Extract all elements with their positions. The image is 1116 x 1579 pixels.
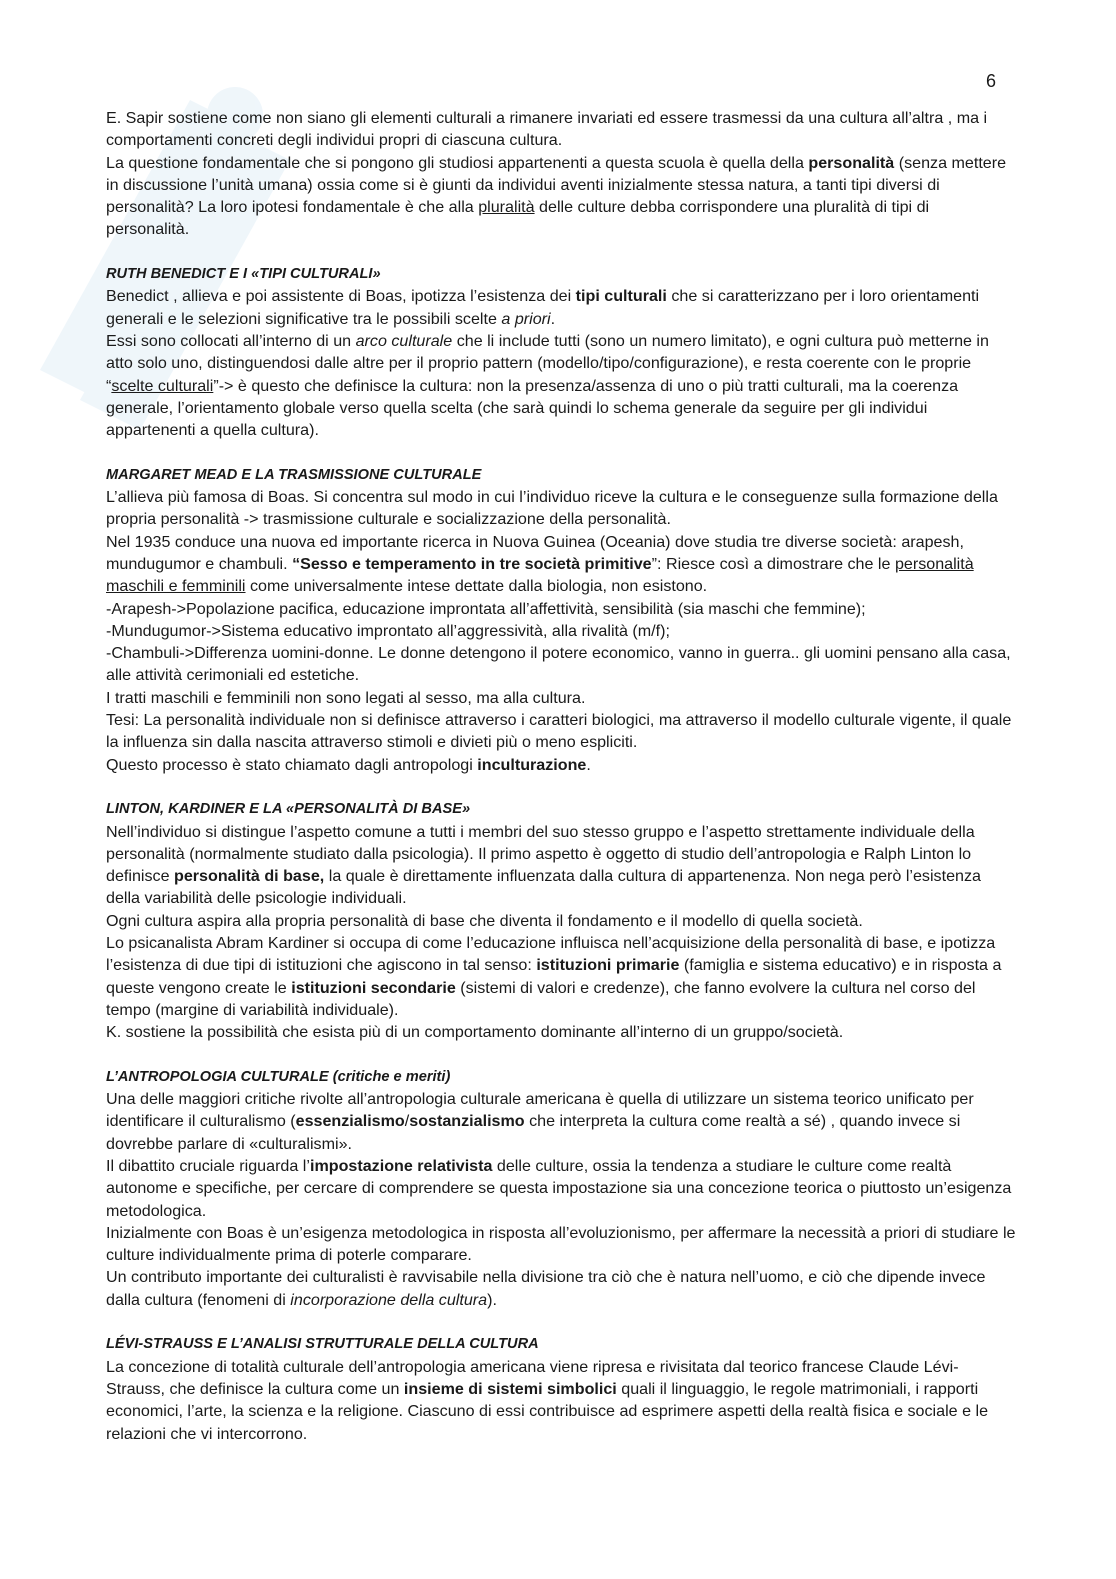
mead-paragraph-1: L’allieva più famosa di Boas. Si concentra sul modo in cui l’individuo riceve la cultura e le conseguenze sulla formazione della propria personalità -> trasmissione culturale e socializzazione della personalità. [106, 488, 998, 529]
antropologia-paragraph-1: Una delle maggiori critiche rivolte all’antropologia culturale americana è quella di utilizzare un sistema teorico unificato per identificare il culturalismo (essenzialismo/sostanzialismo che interpreta la cultura come realtà a sé) , quando invece si dovrebbe parlare di «culturalismi». [106, 1090, 974, 1153]
pluralita-term: pluralità [478, 198, 535, 217]
benedict-paragraph-2: Essi sono collocati all’interno di un arco culturale che li include tutti (sono un numero limitato), e ogni cultura può metterne in atto solo uno, distinguendosi dalle altre per il proprio pattern (modello/tipo/configurazione), e resta coerente con le proprie “scelte culturali”-> è questo che definisce la cultura: non la presenza/assenza di uno o più tratti culturali, ma la coerenza generale, l’orientamento globale verso quella scelta (che sarà quindi lo schema generale da seguire per gli individui appartenenti a quella cultura). [106, 331, 989, 440]
antropologia-paragraph-3: Inizialmente con Boas è un’esigenza metodologica in risposta all’evoluzionismo, per affermare la necessità a priori di studiare le culture individualmente prima di poterle comparare. [106, 1223, 1016, 1265]
mead-mundugumor: -Mundugumor->Sistema educativo improntato all’aggressività, alla rivalità (m/f); [106, 621, 670, 640]
linton-paragraph-1: Nell’individuo si distingue l’aspetto comune a tutti i membri del suo stesso gruppo e l’aspetto strettamente individuale della personalità (normalmente studiato dalla psicologia). Il primo aspetto è oggetto di studio dell’antropologia e Ralph Linton lo definisce personalità di base, la quale è direttamente influenzata dalla cultura di appartenenza. Non nega però l’esistenza della variabilità delle psicologie individuali. [106, 822, 981, 908]
document-body [106, 107, 1016, 1445]
heading-mead: MARGARET MEAD E LA TRASMISSIONE CULTURALE [106, 466, 482, 483]
heading-benedict: RUTH BENEDICT E I «TIPI CULTURALI» [106, 266, 381, 283]
mead-arapesh: -Arapesh->Popolazione pacifica, educazione improntata all’affettività, sensibilità (sia maschi che femmine); [106, 599, 866, 618]
linton-paragraph-4: K. sostiene la possibilità che esista più di un comportamento dominante all’interno di un gruppo/società. [106, 1023, 844, 1042]
mead-paragraph-2: Nel 1935 conduce una nuova ed importante ricerca in Nuova Guinea (Oceania) dove studia tre diverse società: arapesh, mundugumor e chambuli. “Sesso e temperamento in tre società primitive”: Riesce così a dimostrare che le personalità maschili e femminili come universalmente intese dettate dalla biologia, non esistono. [106, 532, 974, 596]
mead-paragraph-6: I tratti maschili e femminili non sono legati al sesso, ma alla cultura. [106, 688, 586, 707]
section-benedict [106, 263, 1016, 441]
personalita-term: personalità [808, 153, 895, 172]
mead-tesi: Tesi: La personalità individuale non si definisce attraverso i caratteri biologici, ma attraverso il modello culturale vigente, il quale la influenza sin dalla nascita attraverso stimoli e divieti più o meno espliciti. [106, 711, 1012, 752]
section-linton [106, 798, 1016, 1043]
linton-paragraph-2: Ogni cultura aspira alla propria personalità di base che diventa il fondamento e il modello di quella società. [106, 911, 863, 930]
heading-antropologia: L’ANTROPOLOGIA CULTURALE (critiche e meriti) [106, 1068, 451, 1085]
levi-strauss-paragraph-1: La concezione di totalità culturale dell’antropologia americana viene ripresa e rivisitata dal teorico francese Claude Lévi-Strauss, che definisce la cultura come un insieme di sistemi simbolici quali il linguaggio, le regole matrimoniali, i rapporti economici, l’arte, la scienza e la religione. Ciascuno di essi contribuisce ad esprimere aspetti della realtà fisica e sociale e le relazioni che vi intercorrono. [106, 1357, 989, 1443]
linton-paragraph-3: Lo psicanalista Abram Kardiner si occupa di come l’educazione influisca nell’acquisizione della personalità di base, e ipotizza l’esistenza di due tipi di istituzioni che agiscono in tal senso: istituzioni primarie (famiglia e sistema educativo) e in risposta a queste vengono create le istituzioni secondarie (sistemi di valori e credenze), che fanno evolvere la cultura nel corso del tempo (margine di variabilità individuale). [106, 933, 1002, 1019]
mead-chambuli: -Chambuli->Differenza uomini-donne. Le donne detengono il potere economico, vanno in guerra.. gli uomini pensano alla casa, alle attività cerimoniali ed estetiche. [106, 644, 1011, 685]
benedict-paragraph-1: Benedict , allieva e poi assistente di Boas, ipotizza l’esistenza dei tipi culturali che si caratterizzano per i loro orientamenti generali e le selezioni significative tra le possibili scelte a priori. [106, 287, 980, 328]
page-number: 6 [986, 71, 997, 91]
heading-levi-strauss: LÉVI-STRAUSS E L’ANALISI STRUTTURALE DELLA CULTURA [106, 1336, 539, 1353]
intro-paragraph-2: La questione fondamentale che si pongono gli studiosi appartenenti a questa scuola è quella della personalità (senza mettere in discussione l’unità umana) ossia come si è giunti da individui aventi inizialmente stessa natura, a tanti tipi diversi di personalità? La loro ipotesi fondamentale è che alla pluralità delle culture debba corrispondere una pluralità di tipi di personalità. [106, 153, 1007, 239]
section-mead [106, 464, 1016, 776]
section-levi-strauss [106, 1333, 1016, 1444]
mead-inculturazione: Questo processo è stato chiamato dagli antropologi inculturazione. [106, 755, 591, 774]
antropologia-paragraph-4: Un contributo importante dei culturalisti è ravvisabile nella divisione tra ciò che è natura nell’uomo, e ciò che dipende invece dalla cultura (fenomeni di incorporazione della cultura). [106, 1268, 986, 1309]
antropologia-paragraph-2: Il dibattito cruciale riguarda l’impostazione relativista delle culture, ossia la tendenza a studiare le culture come realtà autonome e specifiche, per cercare di comprendere se questa impostazione sia una concezione teorica o piuttosto un’esigenza metodologica. [106, 1156, 1012, 1220]
heading-linton: LINTON, KARDINER E LA «PERSONALITÀ DI BASE» [106, 801, 471, 818]
intro-paragraph-1: E. Sapir sostiene come non siano gli elementi culturali a rimanere invariati ed essere trasmessi da una cultura all’altra , ma i comportamenti concreti degli individui propri di ciascuna cultura. [106, 109, 988, 150]
section-antropologia [106, 1066, 1016, 1311]
